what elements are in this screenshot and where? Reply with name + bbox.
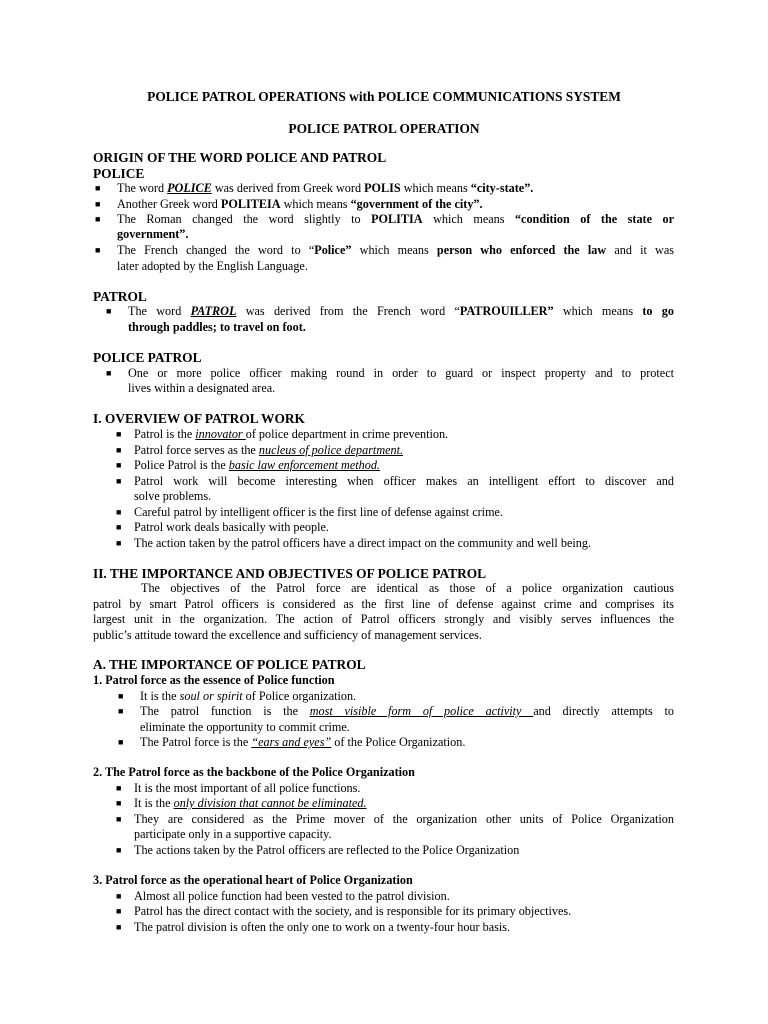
subsection-1-heading: 1. Patrol force as the essence of Police function [93, 673, 335, 687]
bullet-icon: ■ [95, 199, 101, 209]
bullet-icon: ■ [95, 245, 101, 255]
police-label: POLICE [93, 166, 145, 181]
bullet-icon: ■ [118, 737, 124, 747]
origin-bullet-2: Another Greek word POLITEIA which means “government of the city”. [117, 197, 483, 211]
origin-bullet-3-line-1: The Roman changed the word slightly to POLITIA which means “condition of the state or [117, 212, 674, 226]
bullet-icon: ■ [95, 183, 101, 193]
bullet-icon: ■ [116, 891, 122, 901]
document-subtitle: POLICE PATROL OPERATION [288, 121, 480, 136]
importance-heading: II. THE IMPORTANCE AND OBJECTIVES OF POLICE PATROL [93, 566, 487, 581]
police-patrol-heading: POLICE PATROL [93, 350, 202, 365]
overview-item-2: Patrol force serves as the nucleus of police department. [134, 443, 404, 457]
bullet-icon: ■ [106, 306, 112, 316]
bullet-icon: ■ [116, 429, 122, 439]
s1-item-2-line-1: The patrol function is the most visible form of police activity and directly attempts to [140, 704, 675, 718]
bullet-icon: ■ [95, 214, 101, 224]
bullet-icon: ■ [116, 476, 122, 486]
origin-bullet-1: The word POLICE was derived from Greek word POLIS which means “city-state”. [117, 181, 534, 195]
s3-item-1: Almost all police function had been vested to the patrol division. [134, 889, 450, 903]
origin-bullet-3-line-2: government”. [117, 227, 189, 241]
overview-item-1: Patrol is the innovator of police department in crime prevention. [134, 427, 449, 441]
s2-item-4: The actions taken by the Patrol officers are reflected to the Police Organization [134, 843, 520, 857]
subsection-2-heading: 2. The Patrol force as the backbone of the Police Organization [93, 765, 415, 779]
origin-bullet-4-line-2: later adopted by the English Language. [117, 259, 308, 273]
bullet-icon: ■ [116, 460, 122, 470]
overview-item-4-line-2: solve problems. [134, 489, 212, 503]
bullet-icon: ■ [116, 798, 122, 808]
bullet-icon: ■ [116, 783, 122, 793]
bullet-icon: ■ [116, 906, 122, 916]
importance-para-line-4: public’s attitude toward the excellence and sufficiency of management services. [93, 628, 482, 642]
bullet-icon: ■ [106, 368, 112, 378]
overview-item-4-line-1: Patrol work will become interesting when officer makes an intelligent effort to discover and [134, 474, 674, 488]
s1-item-2-line-2: eliminate the opportunity to commit crime. [140, 720, 350, 734]
importance-para-line-1: The objectives of the Patrol force are identical as those of a police organization cautious [141, 581, 674, 595]
patrol-heading: PATROL [93, 289, 147, 304]
police-patrol-line-2: lives within a designated area. [128, 381, 276, 395]
bullet-icon: ■ [116, 922, 122, 932]
bullet-icon: ■ [118, 691, 124, 701]
s2-item-1: It is the most important of all police functions. [134, 781, 361, 795]
bullet-icon: ■ [116, 522, 122, 532]
s2-item-3-line-2: participate only in a supportive capacity. [134, 827, 332, 841]
overview-heading: I. OVERVIEW OF PATROL WORK [93, 411, 305, 426]
overview-item-6: Patrol work deals basically with people. [134, 520, 329, 534]
bullet-icon: ■ [116, 845, 122, 855]
document-title: POLICE PATROL OPERATIONS with POLICE COMMUNICATIONS SYSTEM [147, 89, 621, 104]
patrol-bullet-line-1: The word PATROL was derived from the French word “PATROUILLER” which means to go [128, 304, 674, 318]
s1-item-1: It is the soul or spirit of Police organization. [140, 689, 357, 703]
origin-bullet-4-line-1: The French changed the word to “Police” which means person who enforced the law and it was [117, 243, 674, 257]
overview-item-5: Careful patrol by intelligent officer is the first line of defense against crime. [134, 505, 503, 519]
s2-item-3-line-1: They are considered as the Prime mover of the organization other units of Police Organization [134, 812, 674, 826]
overview-item-3: Police Patrol is the basic law enforcement method. [134, 458, 380, 472]
origin-heading: ORIGIN OF THE WORD POLICE AND PATROL [93, 150, 387, 165]
section-a-heading: A. THE IMPORTANCE OF POLICE PATROL [93, 657, 366, 672]
bullet-icon: ■ [116, 445, 122, 455]
subsection-3-heading: 3. Patrol force as the operational heart of Police Organization [93, 873, 413, 887]
overview-item-7: The action taken by the patrol officers have a direct impact on the community and well being. [134, 536, 591, 550]
s3-item-3: The patrol division is often the only one to work on a twenty-four hour basis. [134, 920, 511, 934]
importance-para-line-2: patrol by smart Patrol officers is considered as the first line of defense against crime and comprises its [93, 597, 674, 611]
bullet-icon: ■ [116, 538, 122, 548]
bullet-icon: ■ [118, 706, 124, 716]
police-patrol-line-1: One or more police officer making round in order to guard or inspect property and to protect [128, 366, 674, 380]
s1-item-3: The Patrol force is the “ears and eyes” of the Police Organization. [140, 735, 466, 749]
s3-item-2: Patrol has the direct contact with the society, and is responsible for its primary objectives. [134, 904, 572, 918]
patrol-bullet-line-2: through paddles; to travel on foot. [128, 320, 306, 334]
importance-para-line-3: largest unit in the organization. The action of Patrol officers strongly and visibly serves influences the [93, 612, 674, 626]
bullet-icon: ■ [116, 507, 122, 517]
s2-item-2: It is the only division that cannot be eliminated. [134, 796, 367, 810]
bullet-icon: ■ [116, 814, 122, 824]
